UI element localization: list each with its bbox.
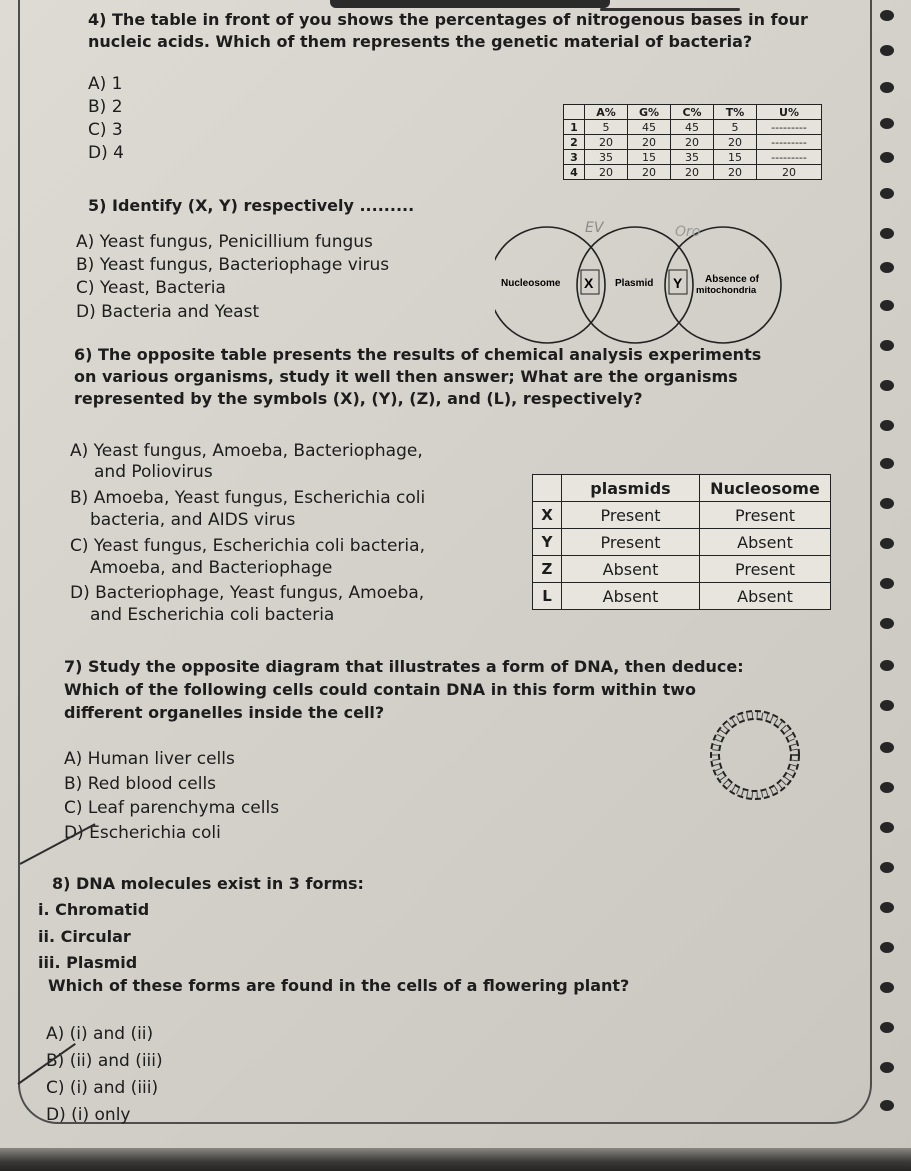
venn-label-middle: Plasmid bbox=[615, 278, 654, 289]
table-cell: --------- bbox=[757, 120, 822, 135]
binder-ring bbox=[880, 10, 894, 21]
binder-ring bbox=[880, 982, 894, 993]
table-cell: 3 bbox=[564, 150, 585, 165]
q7-option-a[interactable]: A) Human liver cells bbox=[64, 749, 235, 769]
table-cell: 15 bbox=[714, 150, 757, 165]
q6-option-a-cont: and Poliovirus bbox=[94, 462, 213, 482]
binder-ring bbox=[880, 420, 894, 431]
q7-stem-line1: 7) Study the opposite diagram that illustrates a form of DNA, then deduce: bbox=[64, 657, 744, 676]
table-cell: 5 bbox=[714, 120, 757, 135]
table-cell: 20 bbox=[628, 135, 671, 150]
table-cell: 35 bbox=[585, 150, 628, 165]
table-cell: Y bbox=[533, 529, 562, 556]
page-header-title bbox=[330, 0, 610, 8]
q4-stem-line1: 4) The table in front of you shows the percentages of nitrogenous bases in four bbox=[88, 10, 808, 29]
binder-ring bbox=[880, 862, 894, 873]
q6-option-d-cont: and Escherichia coli bacteria bbox=[90, 605, 335, 625]
table-header-cell: plasmids bbox=[562, 475, 700, 502]
table-row bbox=[533, 556, 831, 583]
dna-strand-inner bbox=[719, 719, 791, 791]
q4-bases-table bbox=[563, 104, 822, 180]
binder-ring bbox=[880, 618, 894, 629]
table-header-cell bbox=[564, 105, 585, 120]
binder-ring bbox=[880, 822, 894, 833]
table-row bbox=[564, 165, 822, 180]
binder-ring bbox=[880, 380, 894, 391]
desk-surface bbox=[0, 1148, 911, 1171]
q6-option-c-cont: Amoeba, and Bacteriophage bbox=[90, 558, 333, 578]
table-row bbox=[564, 135, 822, 150]
table-header-cell: T% bbox=[714, 105, 757, 120]
binder-ring bbox=[880, 300, 894, 311]
q6-option-c[interactable]: C) Yeast fungus, Escherichia coli bacteria, bbox=[70, 536, 425, 556]
table-cell: 45 bbox=[671, 120, 714, 135]
venn-diagram bbox=[495, 220, 785, 345]
table-header-cell: A% bbox=[585, 105, 628, 120]
q8-item-iii: iii. Plasmid bbox=[38, 953, 138, 972]
binder-ring bbox=[880, 1100, 894, 1111]
table-cell: 20 bbox=[628, 165, 671, 180]
pencil-note-right: Oro bbox=[675, 224, 701, 240]
binder-ring bbox=[880, 262, 894, 273]
venn-label-x: X bbox=[584, 275, 594, 291]
table-cell: 45 bbox=[628, 120, 671, 135]
binder-ring bbox=[880, 228, 894, 239]
table-header-cell: U% bbox=[757, 105, 822, 120]
q6-option-b[interactable]: B) Amoeba, Yeast fungus, Escherichia coli bbox=[70, 488, 426, 508]
binder-ring bbox=[880, 782, 894, 793]
venn-label-left: Nucleosome bbox=[501, 278, 561, 289]
q7-option-c[interactable]: C) Leaf parenchyma cells bbox=[64, 798, 280, 818]
binder-ring bbox=[880, 340, 894, 351]
q8-option-b[interactable]: B) (ii) and (iii) bbox=[46, 1051, 163, 1071]
q7-option-b[interactable]: B) Red blood cells bbox=[64, 774, 217, 794]
table-cell: 5 bbox=[585, 120, 628, 135]
q6-option-b-cont: bacteria, and AIDS virus bbox=[90, 510, 296, 530]
venn-label-y: Y bbox=[673, 275, 683, 291]
binder-ring bbox=[880, 700, 894, 711]
q8-question: Which of these forms are found in the cells of a flowering plant? bbox=[48, 976, 630, 995]
binder-ring bbox=[880, 942, 894, 953]
table-header-row bbox=[533, 475, 831, 502]
table-cell: L bbox=[533, 583, 562, 610]
binder-ring bbox=[880, 118, 894, 129]
binder-ring bbox=[880, 742, 894, 753]
table-cell: Absent bbox=[700, 583, 831, 610]
table-cell: 20 bbox=[671, 165, 714, 180]
pencil-note-left: EV bbox=[585, 220, 604, 236]
q8-option-c[interactable]: C) (i) and (iii) bbox=[46, 1078, 159, 1098]
q6-stem-line3: represented by the symbols (X), (Y), (Z), and (L), respectively? bbox=[74, 389, 643, 408]
binder-ring bbox=[880, 902, 894, 913]
q8-item-i: i. Chromatid bbox=[38, 900, 150, 919]
table-row bbox=[533, 502, 831, 529]
q7-stem-line2: Which of the following cells could contain DNA in this form within two bbox=[64, 680, 697, 699]
binder-rings bbox=[870, 0, 911, 1150]
binder-ring bbox=[880, 538, 894, 549]
q6-option-d[interactable]: D) Bacteriophage, Yeast fungus, Amoeba, bbox=[70, 583, 425, 603]
table-row bbox=[564, 120, 822, 135]
table-cell: 20 bbox=[714, 165, 757, 180]
table-header-row bbox=[564, 105, 822, 120]
q5-stem: 5) Identify (X, Y) respectively ......... bbox=[88, 196, 415, 215]
table-header-cell bbox=[533, 475, 562, 502]
binder-ring bbox=[880, 152, 894, 163]
table-cell: Z bbox=[533, 556, 562, 583]
table-cell: Present bbox=[562, 502, 700, 529]
q4-option-a[interactable]: A) 1 bbox=[88, 74, 123, 94]
venn-label-right-2: mitochondria bbox=[696, 285, 757, 296]
table-cell: X bbox=[533, 502, 562, 529]
table-cell: Present bbox=[700, 502, 831, 529]
table-cell: 20 bbox=[757, 165, 822, 180]
binder-ring bbox=[880, 660, 894, 671]
binder-ring bbox=[880, 1062, 894, 1073]
q6-stem-line2: on various organisms, study it well then answer; What are the organisms bbox=[74, 367, 738, 386]
table-header-cell: G% bbox=[628, 105, 671, 120]
table-cell: 2 bbox=[564, 135, 585, 150]
binder-ring bbox=[880, 458, 894, 469]
table-cell: 20 bbox=[585, 135, 628, 150]
table-cell: Absent bbox=[562, 556, 700, 583]
binder-ring bbox=[880, 498, 894, 509]
q8-stem: 8) DNA molecules exist in 3 forms: bbox=[52, 874, 364, 893]
q4-option-b[interactable]: B) 2 bbox=[88, 97, 123, 117]
table-header-cell: Nucleosome bbox=[700, 475, 831, 502]
q6-stem-line1: 6) The opposite table presents the results of chemical analysis experiments bbox=[74, 345, 762, 364]
table-cell: Present bbox=[700, 556, 831, 583]
table-row bbox=[533, 583, 831, 610]
circular-dna-diagram bbox=[700, 700, 810, 810]
binder-ring bbox=[880, 578, 894, 589]
q6-analysis-table bbox=[532, 474, 831, 610]
q6-option-a[interactable]: A) Yeast fungus, Amoeba, Bacteriophage, bbox=[70, 441, 423, 461]
table-row bbox=[533, 529, 831, 556]
q7-option-d[interactable]: D) Escherichia coli bbox=[64, 823, 221, 843]
table-cell: 20 bbox=[585, 165, 628, 180]
table-cell: Absent bbox=[562, 583, 700, 610]
binder-ring bbox=[880, 1022, 894, 1033]
dna-strand-outer bbox=[711, 711, 799, 799]
dna-base-pairs bbox=[715, 715, 795, 795]
table-cell: 4 bbox=[564, 165, 585, 180]
table-cell: Present bbox=[562, 529, 700, 556]
q5-option-d[interactable]: D) Bacteria and Yeast bbox=[76, 302, 260, 322]
table-cell: --------- bbox=[757, 150, 822, 165]
venn-label-right-1: Absence of bbox=[705, 274, 759, 285]
q4-option-c[interactable]: C) 3 bbox=[88, 120, 123, 140]
table-cell: --------- bbox=[757, 135, 822, 150]
table-cell: Absent bbox=[700, 529, 831, 556]
table-cell: 1 bbox=[564, 120, 585, 135]
binder-ring bbox=[880, 188, 894, 199]
q5-option-b[interactable]: B) Yeast fungus, Bacteriophage virus bbox=[76, 255, 390, 275]
table-cell: 35 bbox=[671, 150, 714, 165]
table-cell: 20 bbox=[714, 135, 757, 150]
q8-item-ii: ii. Circular bbox=[38, 927, 131, 946]
q5-option-c[interactable]: C) Yeast, Bacteria bbox=[76, 278, 226, 298]
q4-stem-line2: nucleic acids. Which of them represents the genetic material of bacteria? bbox=[88, 32, 753, 51]
q5-option-a[interactable]: A) Yeast fungus, Penicillium fungus bbox=[76, 232, 373, 252]
binder-ring bbox=[880, 82, 894, 93]
table-header-cell: C% bbox=[671, 105, 714, 120]
q8-option-a[interactable]: A) (i) and (ii) bbox=[46, 1024, 154, 1044]
q8-option-d[interactable]: D) (i) only bbox=[46, 1105, 131, 1125]
table-row bbox=[564, 150, 822, 165]
table-cell: 20 bbox=[671, 135, 714, 150]
binder-ring bbox=[880, 45, 894, 56]
q7-stem-line3: different organelles inside the cell? bbox=[64, 703, 385, 722]
q4-option-d[interactable]: D) 4 bbox=[88, 143, 124, 163]
table-cell: 15 bbox=[628, 150, 671, 165]
